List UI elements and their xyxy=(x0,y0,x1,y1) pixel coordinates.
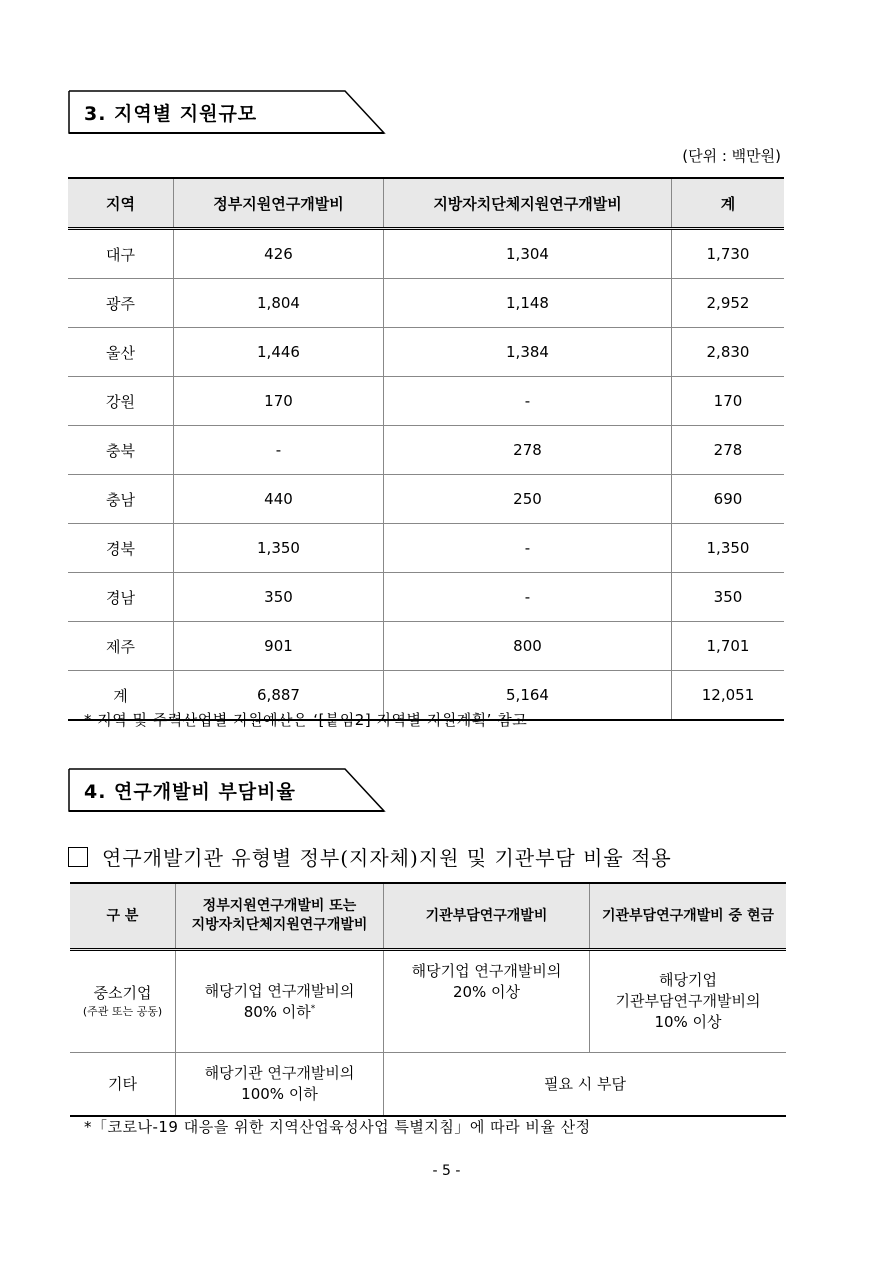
table-row xyxy=(70,950,786,1053)
cell-line: 기관부담연구개발비의 xyxy=(615,992,761,1010)
cell-total: 1,350 xyxy=(672,524,785,573)
cell-gov: 170 xyxy=(174,377,384,426)
cell-region: 경북 xyxy=(68,524,174,573)
cell-region: 제주 xyxy=(68,622,174,671)
cell-gov: 1,446 xyxy=(174,328,384,377)
table-row xyxy=(68,573,784,622)
cell-gov: 1,804 xyxy=(174,279,384,328)
footnote-mark: * xyxy=(310,1003,316,1014)
category-sublabel: (주관 또는 공동) xyxy=(82,1005,163,1019)
section-3-title: 3. 지역별 지원규모 xyxy=(84,103,258,125)
cell-local: 1,384 xyxy=(384,328,672,377)
cell-line: 100% 이하 xyxy=(241,1085,318,1103)
cell-total: 278 xyxy=(672,426,785,475)
table-row xyxy=(68,279,784,328)
cell-gov: 440 xyxy=(174,475,384,524)
section-3-note: * 지역 및 주력산업별 지원예산은 ‘[붙임2] 지역별 지원계획’ 참고 xyxy=(84,711,528,729)
header-gov-or-local-rnd xyxy=(176,883,384,950)
header-gov-rnd: 정부지원연구개발비 xyxy=(174,178,384,229)
cell-gov: 6,887 xyxy=(174,671,384,721)
regional-support-table xyxy=(68,177,784,721)
cell-institution-cash xyxy=(590,950,787,1053)
cell-local: 1,148 xyxy=(384,279,672,328)
header-institution-cash: 기관부담연구개발비 중 현금 xyxy=(590,883,787,950)
cell-total: 1,730 xyxy=(672,229,785,279)
header-category: 구 분 xyxy=(70,883,176,950)
cell-line xyxy=(177,1002,382,1023)
cell-total: 2,830 xyxy=(672,328,785,377)
header-line: 지방자치단체지원연구개발비 xyxy=(191,917,368,933)
subheading-text: 연구개발기관 유형별 정부(지자체)지원 및 기관부담 비율 적용 xyxy=(102,846,672,870)
section-3-heading xyxy=(68,90,386,134)
cell-line: 해당기관 연구개발비의 xyxy=(204,1064,355,1082)
table-header-row xyxy=(70,883,786,950)
cell-category: 기타 xyxy=(70,1053,176,1117)
table-row xyxy=(68,377,784,426)
cell-region: 강원 xyxy=(68,377,174,426)
cell-local: - xyxy=(384,524,672,573)
cell-local: 250 xyxy=(384,475,672,524)
cell-line: 20% 이상 xyxy=(452,983,521,1001)
table-row xyxy=(68,426,784,475)
cell-region: 대구 xyxy=(68,229,174,279)
section-4-title: 4. 연구개발비 부담비율 xyxy=(84,781,296,803)
cell-local: - xyxy=(384,573,672,622)
cell-gov: 1,350 xyxy=(174,524,384,573)
cell-local: 278 xyxy=(384,426,672,475)
cell-gov-share xyxy=(176,1053,384,1117)
cell-gov: - xyxy=(174,426,384,475)
cell-gov: 350 xyxy=(174,573,384,622)
cell-line: 해당기업 연구개발비의 xyxy=(411,962,562,980)
section-4-subheading xyxy=(68,842,672,871)
table-row xyxy=(68,622,784,671)
cell-total: 690 xyxy=(672,475,785,524)
cell-line: 해당기업 연구개발비의 xyxy=(204,981,355,1000)
cell-total: 12,051 xyxy=(672,671,785,721)
table-header-row xyxy=(68,178,784,229)
cell-institution-share xyxy=(384,950,590,1053)
section-4-heading xyxy=(68,768,386,812)
table-row xyxy=(68,328,784,377)
cell-institution-merged: 필요 시 부담 xyxy=(384,1053,787,1117)
cell-region: 충북 xyxy=(68,426,174,475)
section-4-note: *「코로나-19 대응을 위한 지역산업육성사업 특별지침」에 따라 비율 산정 xyxy=(84,1118,591,1136)
cell-line: 10% 이상 xyxy=(654,1013,722,1031)
page-number: - 5 - xyxy=(432,1163,461,1179)
header-local-rnd: 지방자치단체지원연구개발비 xyxy=(384,178,672,229)
cell-total: 2,952 xyxy=(672,279,785,328)
cell-local: - xyxy=(384,377,672,426)
cell-region: 광주 xyxy=(68,279,174,328)
header-institution-share: 기관부담연구개발비 xyxy=(384,883,590,950)
cell-total: 350 xyxy=(672,573,785,622)
cell-local: 5,164 xyxy=(384,671,672,721)
cell-gov: 901 xyxy=(174,622,384,671)
cell-total: 170 xyxy=(672,377,785,426)
cell-value: 80% 이하 xyxy=(243,1002,311,1021)
header-region: 지역 xyxy=(68,178,174,229)
cell-gov-share xyxy=(176,950,384,1053)
table-row xyxy=(68,475,784,524)
table-row xyxy=(68,524,784,573)
table-row xyxy=(68,229,784,279)
cell-region: 계 xyxy=(68,671,174,721)
cell-total: 1,701 xyxy=(672,622,785,671)
cell-local: 800 xyxy=(384,622,672,671)
category-label: 중소기업 xyxy=(93,984,152,1003)
unit-label: (단위 : 백만원) xyxy=(682,147,781,165)
cell-category xyxy=(70,950,176,1053)
table-row xyxy=(70,1053,786,1117)
cell-region: 경남 xyxy=(68,573,174,622)
checkbox-square-icon xyxy=(68,847,88,867)
cell-region: 충남 xyxy=(68,475,174,524)
cell-local: 1,304 xyxy=(384,229,672,279)
header-line: 정부지원연구개발비 또는 xyxy=(202,898,357,915)
cell-line: 해당기업 xyxy=(659,971,717,989)
header-total: 계 xyxy=(672,178,785,229)
cell-gov: 426 xyxy=(174,229,384,279)
cost-share-table xyxy=(70,882,786,1117)
cell-region: 울산 xyxy=(68,328,174,377)
